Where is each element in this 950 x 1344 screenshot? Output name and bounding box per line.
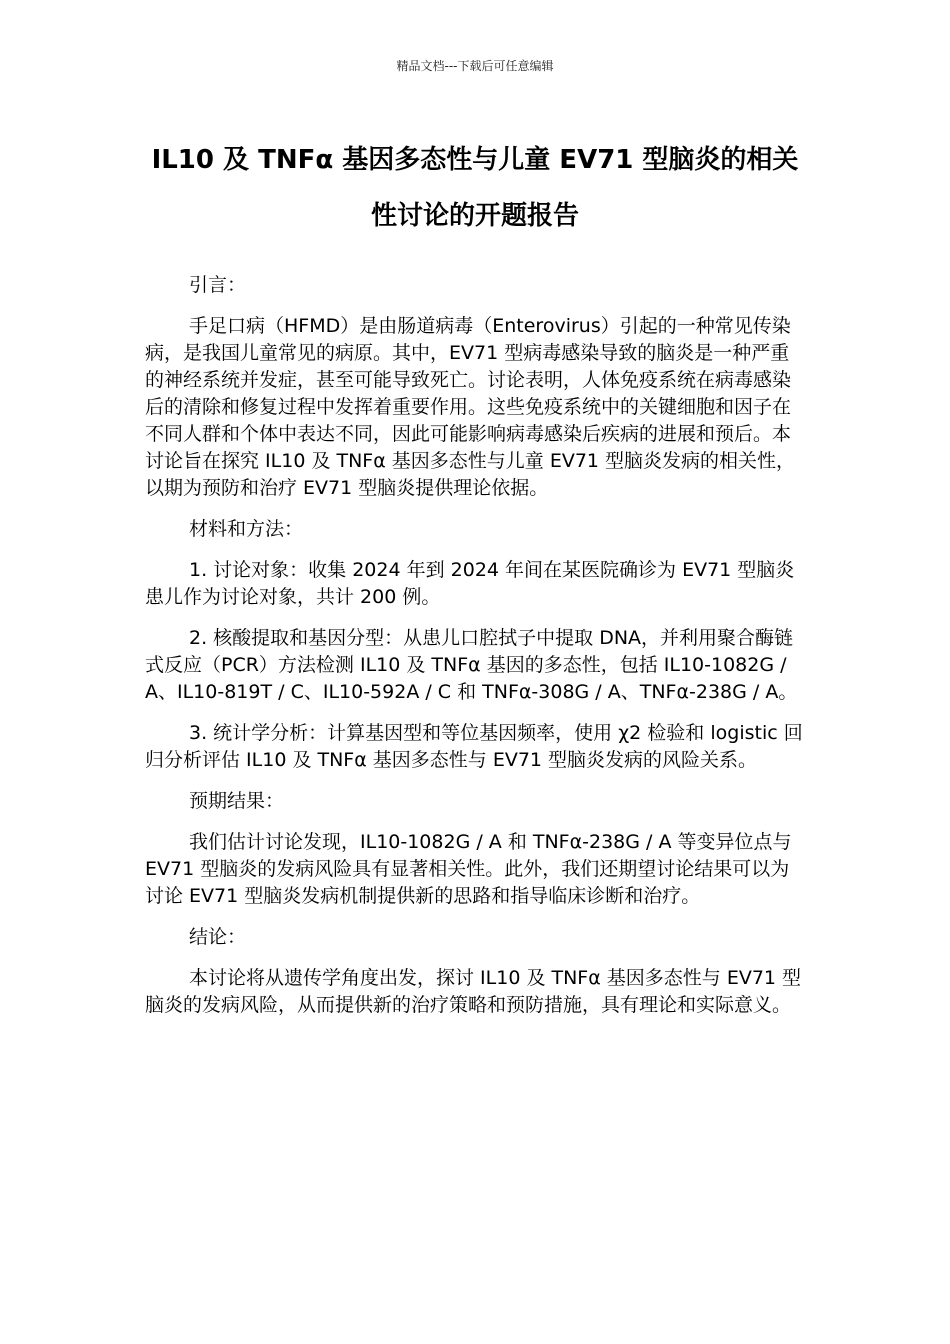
conclusion-paragraph: 本讨论将从遗传学角度出发，探讨 IL10 及 TNFα 基因多态性与 EV71 型脑炎的发病风险，从而提供新的治疗策略和预防措施，具有理论和实际意义。 — [145, 967, 802, 1016]
results-heading: 预期结果： — [189, 790, 285, 812]
methods-item-2: 2. 核酸提取和基因分型：从患儿口腔拭子中提取 DNA，并利用聚合酶链式反应（PCR）方法检测 IL10 及 TNFα 基因的多态性，包括 IL10-1082G / A、IL10-819T / C、IL10-592A / C 和 TNFα-308G / A、TNFα-238G / A。 — [145, 627, 798, 703]
intro-paragraph: 手足口病（HFMD）是由肠道病毒（Enterovirus）引起的一种常见传染病，是我国儿童常见的病原。其中，EV71 型病毒感染导致的脑炎是一种严重的神经系统并发症，甚至可能导致死亡。讨论表明，人体免疫系统在病毒感染后的清除和修复过程中发挥着重要作用。这些免疫系统中的关键细胞和因子在不同人群和个体中表达不同，因此可能影响病毒感染后疾病的进展和预后。本讨论旨在探究 IL10 及 TNFα 基因多态性与儿童 EV71 型脑炎发病的相关性，以期为预防和治疗 EV71 型脑炎提供理论依据。 — [145, 315, 796, 499]
conclusion-heading: 结论： — [189, 926, 247, 948]
methods-heading: 材料和方法： — [189, 518, 304, 540]
methods-item-1: 1. 讨论对象：收集 2024 年到 2024 年间在某医院确诊为 EV71 型脑炎患儿作为讨论对象，共计 200 例。 — [145, 559, 795, 608]
title-line-2: 性讨论的开题报告 — [370, 201, 579, 231]
results-paragraph: 我们估计讨论发现，IL10-1082G / A 和 TNFα-238G / A 等变异位点与 EV71 型脑炎的发病风险具有显著相关性。此外，我们还期望讨论结果可以为讨论 EV71 型脑炎发病机制提供新的思路和指导临床诊断和治疗。 — [145, 831, 792, 907]
intro-heading: 引言： — [189, 274, 247, 296]
document-title — [140, 132, 810, 244]
methods-item-3: 3. 统计学分析：计算基因型和等位基因频率，使用 χ2 检验和 logistic 回归分析评估 IL10 及 TNFα 基因多态性与 EV71 型脑炎发病的风险关系。 — [145, 722, 803, 771]
page-header: 精品文档---下载后可任意编辑 — [396, 59, 554, 73]
document-body — [145, 272, 808, 1033]
title-line-1: IL10 及 TNFα 基因多态性与儿童 EV71 型脑炎的相关 — [151, 145, 799, 175]
